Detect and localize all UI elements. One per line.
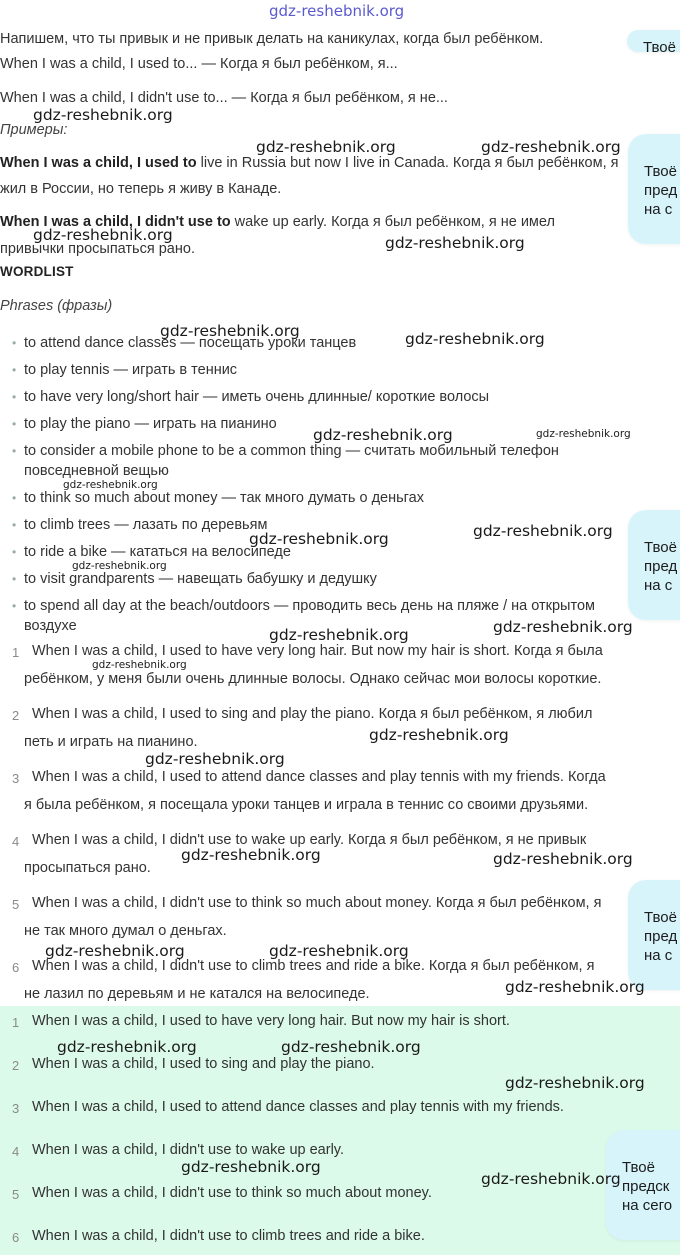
answer-number: 3 — [12, 771, 20, 786]
ad-bubble[interactable] — [628, 134, 680, 244]
example-2-line-2: привычки просыпаться рано. — [0, 241, 195, 257]
summary-text: When I was a child, I didn't use to climb trees and ride a bike. — [32, 1228, 425, 1244]
summary-number: 1 — [12, 1015, 20, 1030]
summary-text: When I was a child, I didn't use to think so much about money. — [32, 1185, 432, 1201]
answer-number: 6 — [12, 960, 20, 975]
answer-number: 5 — [12, 897, 20, 912]
ad-bubble-text: на с — [644, 201, 673, 218]
watermark: gdz-reshebnik.org — [385, 234, 525, 252]
example-1 — [0, 153, 618, 173]
intro-line-2: When I was a child, I used to... — Когда я был ребёнком, я... — [0, 56, 398, 72]
watermark: gdz-reshebnik.org — [505, 1074, 645, 1092]
ad-bubble-text: на с — [644, 947, 673, 964]
wordlist-heading: WORDLIST — [0, 264, 74, 279]
watermark: gdz-reshebnik.org — [536, 428, 631, 440]
summary-number: 4 — [12, 1144, 20, 1159]
answer-translation: ребёнком, у меня были очень длинные волосы. Однако сейчас мои волосы короткие. — [24, 671, 602, 687]
ad-bubble-text: на сего — [622, 1197, 673, 1214]
watermark: gdz-reshebnik.org — [493, 618, 633, 636]
answer-translation: не лазил по деревьям и не катался на велосипеде. — [24, 986, 370, 1002]
summary-number: 2 — [12, 1058, 20, 1073]
answer-text: When I was a child, I didn't use to wake up early. Когда я был ребёнком, я не привык — [32, 832, 587, 848]
summary-number: 3 — [12, 1101, 20, 1116]
summary-text: When I was a child, I used to attend dance classes and play tennis with my friends. — [32, 1099, 564, 1115]
answer-translation: я была ребёнком, я посещала уроки танцев и играла в теннис со своими друзьями. — [24, 797, 589, 813]
examples-label: Примеры: — [0, 122, 68, 138]
watermark: gdz-reshebnik.org — [313, 426, 453, 444]
summary-text: When I was a child, I didn't use to wake up early. — [32, 1142, 344, 1158]
example-2-bold: When I was a child, I didn't use to — [0, 214, 231, 230]
ad-bubble-text: Твоё — [644, 163, 677, 180]
ad-bubble-text: пред — [644, 558, 678, 575]
watermark: gdz-reshebnik.org — [256, 138, 396, 156]
ad-bubble-text: Твоё — [643, 39, 676, 56]
wordlist-item-continuation: воздухе — [24, 618, 77, 634]
answer-translation: петь и играть на пианино. — [24, 734, 198, 750]
site-watermark-top: gdz-reshebnik.org — [269, 2, 405, 20]
watermark: gdz-reshebnik.org — [72, 560, 167, 572]
summary-text: When I was a child, I used to sing and play the piano. — [32, 1056, 375, 1072]
watermark: gdz-reshebnik.org — [33, 226, 173, 244]
answer-text: When I was a child, I didn't use to climb trees and ride a bike. Когда я был ребёнком, я — [32, 958, 595, 974]
watermark: gdz-reshebnik.org — [92, 659, 187, 671]
watermark: gdz-reshebnik.org — [57, 1038, 197, 1056]
watermark: gdz-reshebnik.org — [481, 1170, 621, 1188]
watermark: gdz-reshebnik.org — [473, 522, 613, 540]
summary-number: 6 — [12, 1230, 20, 1245]
watermark: gdz-reshebnik.org — [493, 850, 633, 868]
example-1-rest: live in Russia but now I live in Canada. Когда я был ребёнком, я — [196, 155, 619, 171]
answer-text: When I was a child, I used to attend dance classes and play tennis with my friends. Когда — [32, 769, 606, 785]
example-1-bold: When I was a child, I used to — [0, 155, 197, 171]
wordlist-item-continuation: повседневной вещью — [24, 463, 169, 479]
watermark: gdz-reshebnik.org — [181, 846, 321, 864]
ad-bubble-text: Твоё — [622, 1159, 655, 1176]
ad-bubble-top[interactable] — [627, 30, 680, 56]
summary-number: 5 — [12, 1187, 20, 1202]
example-2-rest: wake up early. Когда я был ребёнком, я не имел — [230, 214, 555, 230]
watermark: gdz-reshebnik.org — [249, 530, 389, 548]
watermark: gdz-reshebnik.org — [281, 1038, 421, 1056]
watermark: gdz-reshebnik.org — [181, 1158, 321, 1176]
watermark: gdz-reshebnik.org — [369, 726, 509, 744]
summary-text: When I was a child, I used to have very long hair. But now my hair is short. — [32, 1013, 510, 1029]
example-1-line-2: жил в России, но теперь я живу в Канаде. — [0, 181, 282, 197]
watermark: gdz-reshebnik.org — [33, 106, 173, 124]
watermark: gdz-reshebnik.org — [269, 626, 409, 644]
ad-bubble-text: пред — [644, 182, 678, 199]
watermark: gdz-reshebnik.org — [481, 138, 621, 156]
answer-text: When I was a child, I used to have very long hair. But now my hair is short. Когда я была — [32, 643, 603, 659]
ad-bubble[interactable] — [628, 510, 680, 620]
answer-translation: просыпаться рано. — [24, 860, 151, 876]
watermark: gdz-reshebnik.org — [405, 330, 545, 348]
watermark: gdz-reshebnik.org — [145, 750, 285, 768]
answer-translation: не так много думал о деньгах. — [24, 923, 227, 939]
answer-number: 4 — [12, 834, 20, 849]
ad-bubble-text: Твоё — [644, 909, 677, 926]
answer-text: When I was a child, I didn't use to think so much about money. Когда я был ребёнком, я — [32, 895, 602, 911]
answer-number: 2 — [12, 708, 20, 723]
watermark: gdz-reshebnik.org — [160, 322, 300, 340]
ad-bubble-text: на с — [644, 577, 673, 594]
watermark: gdz-reshebnik.org — [505, 978, 645, 996]
ad-bubble-text: предск — [622, 1178, 670, 1195]
watermark: gdz-reshebnik.org — [45, 942, 185, 960]
watermark: gdz-reshebnik.org — [63, 479, 158, 491]
ad-bubble-text: пред — [644, 928, 678, 945]
watermark: gdz-reshebnik.org — [269, 942, 409, 960]
intro-line-1: Напишем, что ты привык и не привык делать на каникулах, когда был ребёнком. — [0, 31, 544, 47]
answer-text: When I was a child, I used to sing and play the piano. Когда я был ребёнком, я любил — [32, 706, 593, 722]
wordlist-subheading: Phrases (фразы) — [0, 298, 113, 314]
ad-bubble[interactable] — [628, 880, 680, 990]
intro-line-3: When I was a child, I didn't use to... — Когда я был ребёнком, я не... — [0, 90, 448, 106]
answer-number: 1 — [12, 645, 20, 660]
ad-bubble-text: Твоё — [644, 539, 677, 556]
